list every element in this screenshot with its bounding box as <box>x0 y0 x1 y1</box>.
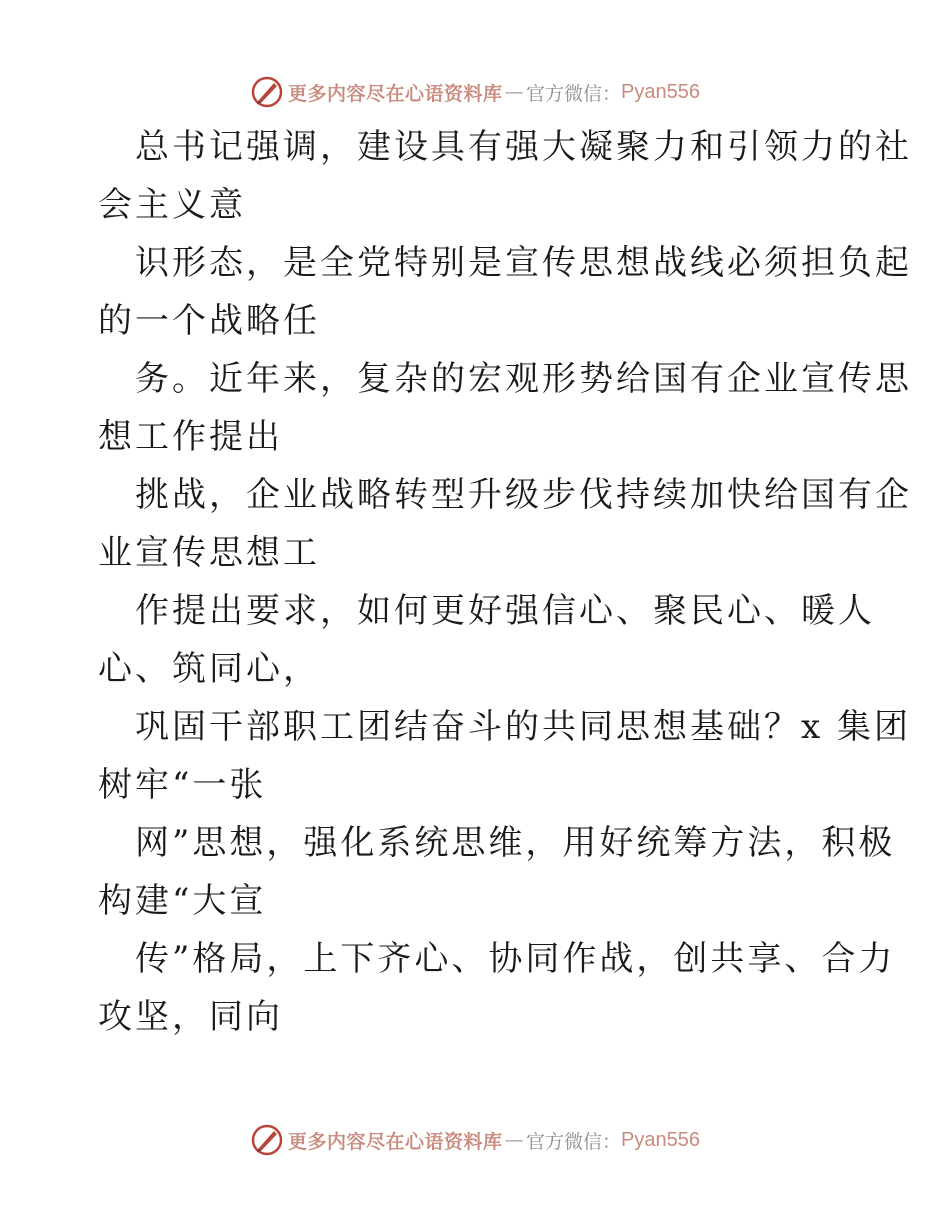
watermark-wechat-label: 官方微信： <box>526 1130 622 1153</box>
footer-watermark <box>0 1120 950 1160</box>
text-line: 会主义意 <box>98 185 246 225</box>
watermark-wechat-label: 官方微信： <box>526 82 622 105</box>
text-line: 巩固干部职工团结奋斗的共同思想基础？x 集团 <box>135 707 911 747</box>
text-line: 的一个战略任 <box>98 301 320 341</box>
text-line: 攻坚，同向 <box>98 997 283 1037</box>
text-line: 挑战，企业战略转型升级步伐持续加快给国有企 <box>135 475 912 515</box>
text-line: 传”格局，上下齐心、协同作战，创共享、合力 <box>135 939 896 979</box>
quill-pen-logo-icon <box>250 75 284 109</box>
text-line: 树牢“一张 <box>98 765 267 805</box>
text-line: 作提出要求，如何更好强信心、聚民心、暖人 <box>135 591 875 631</box>
watermark-separator: — <box>504 1129 525 1151</box>
quill-pen-logo-icon <box>250 1123 284 1157</box>
text-line: 构建“大宣 <box>98 881 267 921</box>
watermark-separator: — <box>504 81 525 103</box>
text-line: 想工作提出 <box>98 417 283 457</box>
watermark-brand-text: 更多内容尽在心语资料库 <box>288 82 503 105</box>
text-line: 识形态，是全党特别是宣传思想战线必须担负起 <box>135 243 912 283</box>
text-line: 业宣传思想工 <box>98 533 320 573</box>
text-line: 心、筑同心， <box>98 649 320 689</box>
text-line: 总书记强调，建设具有强大凝聚力和引领力的社 <box>135 127 912 167</box>
watermark-wechat-id: Pyan556 <box>621 80 700 103</box>
watermark-wechat-id: Pyan556 <box>621 1128 700 1151</box>
text-line: 务。近年来，复杂的宏观形势给国有企业宣传思 <box>135 359 912 399</box>
document-body <box>98 118 912 1046</box>
text-line: 网”思想，强化系统思维，用好统筹方法，积极 <box>135 823 896 863</box>
header-watermark <box>0 72 950 112</box>
watermark-brand-text: 更多内容尽在心语资料库 <box>288 1130 503 1153</box>
